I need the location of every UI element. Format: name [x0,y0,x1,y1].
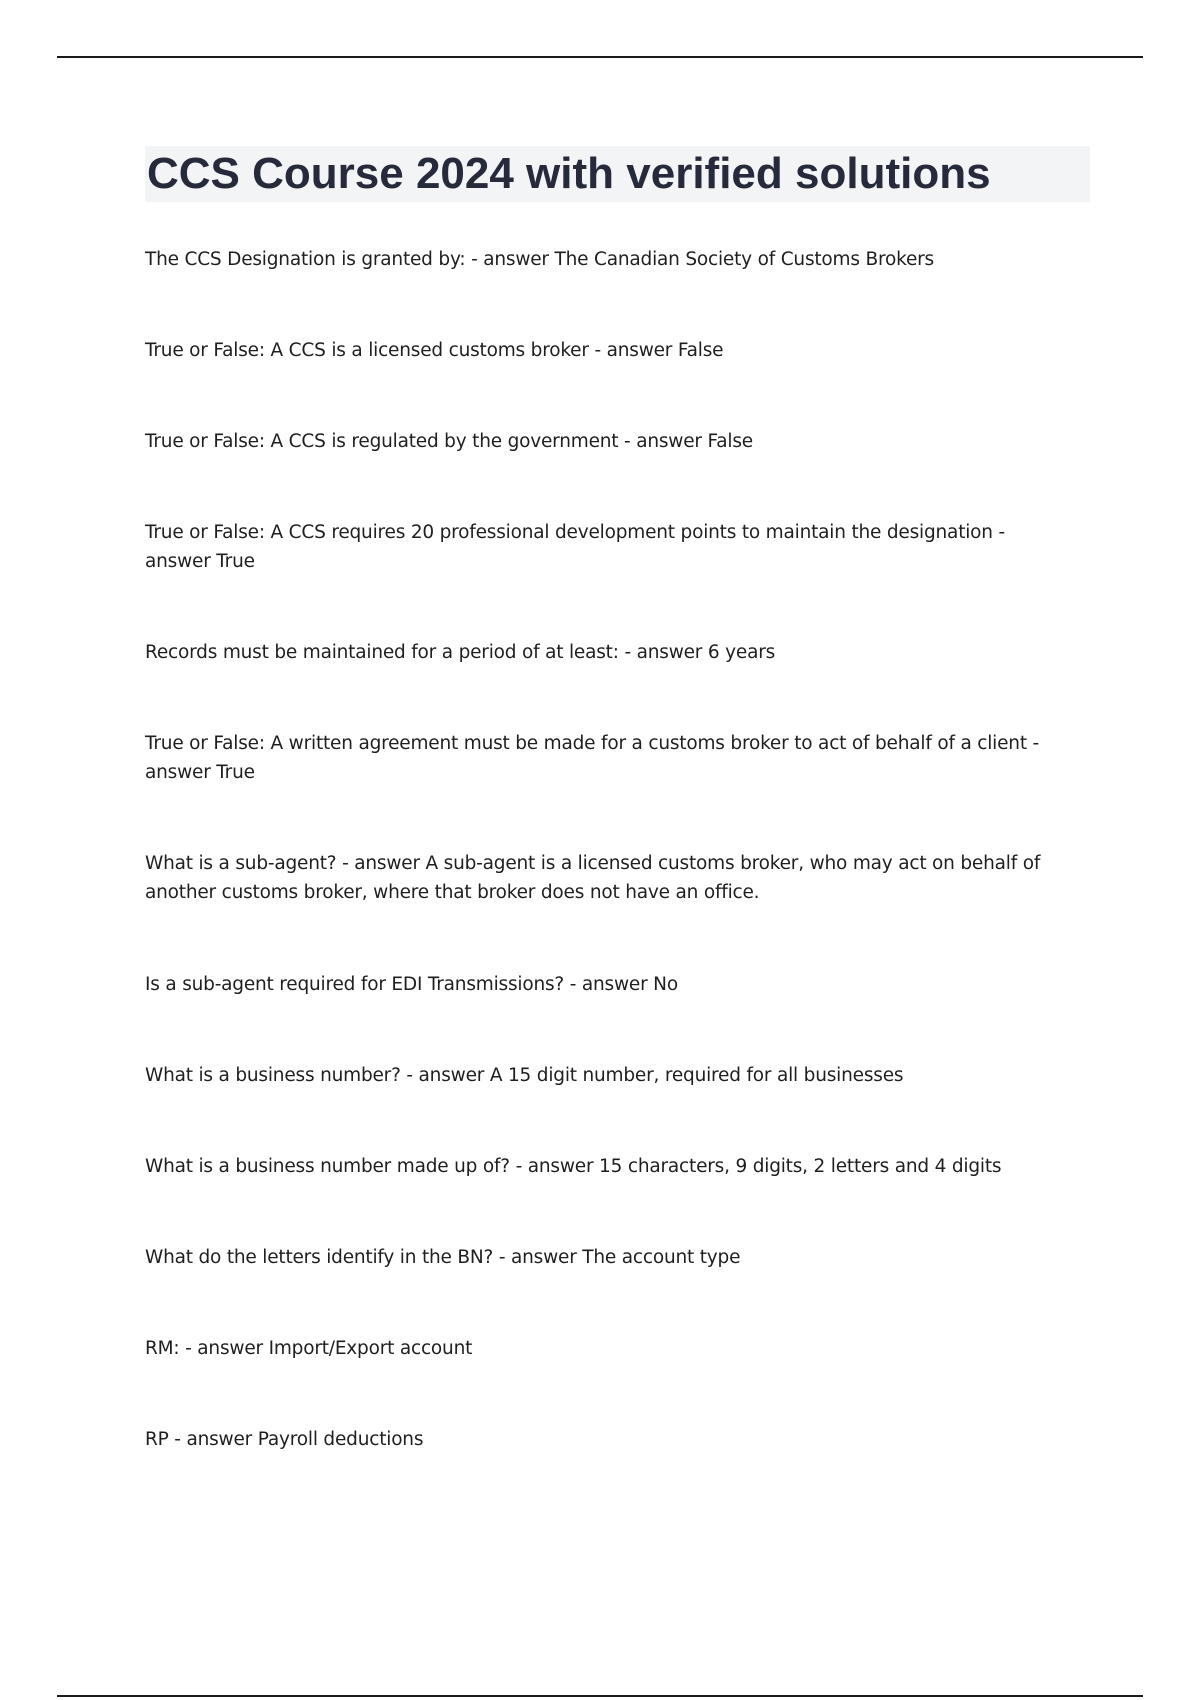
qa-item-13: RP - answer Payroll deductions [145,1429,424,1450]
title-block [145,146,1090,202]
document-title: CCS Course 2024 with verified solutions [147,149,991,198]
qa-item-5: Records must be maintained for a period of at least: - answer 6 years [145,642,776,663]
qa-item-9: What is a business number? - answer A 15 digit number, required for all businesses [145,1065,904,1086]
qa-item-4: True or False: A CCS requires 20 professional development points to maintain the designation - answer True [145,522,1005,572]
bottom-rule [57,1695,1143,1697]
qa-item-2: True or False: A CCS is a licensed customs broker - answer False [145,340,724,361]
qa-item-11: What do the letters identify in the BN? - answer The account type [145,1247,741,1268]
qa-item-7: What is a sub-agent? - answer A sub-agent is a licensed customs broker, who may act on behalf of another customs broker, where that broker does not have an office. [145,853,1041,903]
qa-item-12: RM: - answer Import/Export account [145,1338,473,1359]
top-rule [57,56,1143,58]
qa-item-8: Is a sub-agent required for EDI Transmissions? - answer No [145,974,678,995]
qa-item-3: True or False: A CCS is regulated by the government - answer False [145,431,753,452]
qa-item-10: What is a business number made up of? - answer 15 characters, 9 digits, 2 letters and 4 digits [145,1156,1002,1177]
qa-item-1: The CCS Designation is granted by: - answer The Canadian Society of Customs Brokers [145,249,934,270]
qa-item-6: True or False: A written agreement must be made for a customs broker to act of behalf of a client - answer True [145,733,1040,783]
